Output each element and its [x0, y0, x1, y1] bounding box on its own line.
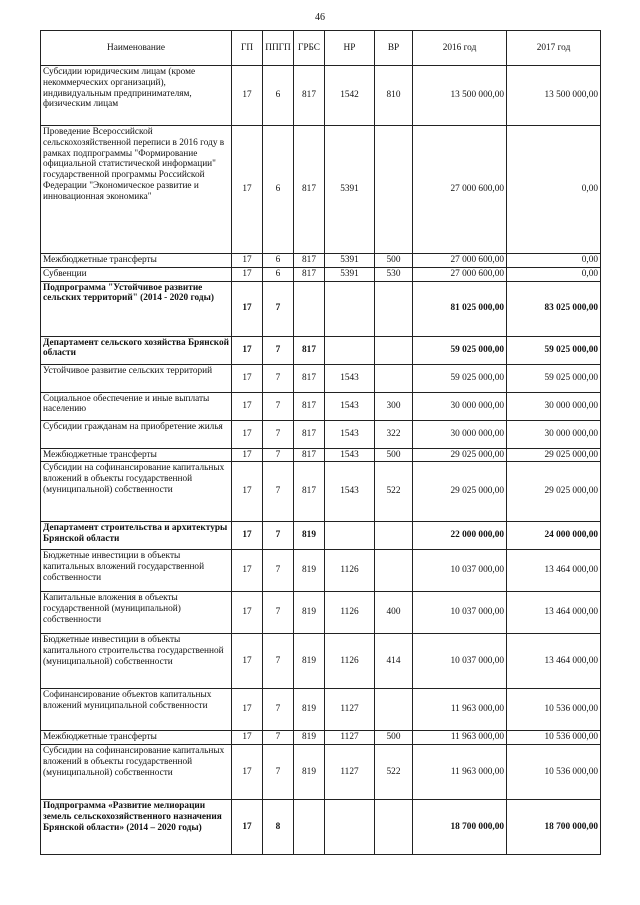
header-nr: НР — [325, 31, 375, 66]
cell-2017: 24 000 000,00 — [507, 522, 601, 550]
cell-name: Социальное обеспечение и иные выплаты населению — [41, 392, 232, 420]
cell-grbs: 817 — [294, 267, 325, 281]
cell-2017: 13 464 000,00 — [507, 634, 601, 689]
cell-nr — [325, 800, 375, 855]
header-ppgp: ППГП — [263, 31, 294, 66]
cell-grbs: 819 — [294, 522, 325, 550]
cell-2016: 29 025 000,00 — [413, 462, 507, 522]
cell-ppgp: 6 — [263, 126, 294, 254]
cell-gp: 17 — [232, 689, 263, 731]
cell-grbs: 817 — [294, 364, 325, 392]
cell-grbs: 817 — [294, 254, 325, 268]
cell-gp: 17 — [232, 462, 263, 522]
cell-name: Устойчивое развитие сельских территорий — [41, 364, 232, 392]
cell-grbs: 819 — [294, 634, 325, 689]
table-row — [41, 364, 601, 392]
cell-gp: 17 — [232, 392, 263, 420]
cell-vr: 500 — [375, 448, 413, 462]
cell-vr: 400 — [375, 592, 413, 634]
cell-grbs: 817 — [294, 448, 325, 462]
cell-name: Проведение Всероссийской сельскохозяйственной переписи в 2016 году в рамках подпрограммы "Формирование официальной статистической информации" государственной программы Российской Федерации "Экономическое развитие и инновационная экономика" — [41, 126, 232, 254]
table-row — [41, 634, 601, 689]
cell-ppgp: 7 — [263, 550, 294, 592]
cell-gp: 17 — [232, 731, 263, 745]
cell-nr — [325, 281, 375, 336]
cell-vr: 300 — [375, 392, 413, 420]
cell-name: Субсидии на софинансирование капитальных вложений в объекты государственной (муниципальной) собственности — [41, 462, 232, 522]
cell-2017: 13 464 000,00 — [507, 592, 601, 634]
cell-nr: 1543 — [325, 462, 375, 522]
cell-2016: 81 025 000,00 — [413, 281, 507, 336]
cell-vr: 522 — [375, 745, 413, 800]
cell-name: Межбюджетные трансферты — [41, 254, 232, 268]
cell-grbs: 819 — [294, 550, 325, 592]
cell-ppgp: 7 — [263, 336, 294, 364]
header-gp: ГП — [232, 31, 263, 66]
table-row — [41, 254, 601, 268]
cell-name: Капитальные вложения в объекты государственной (муниципальной) собственности — [41, 592, 232, 634]
cell-name: Субсидии на софинансирование капитальных вложений в объекты государственной (муниципальной) собственности — [41, 745, 232, 800]
cell-vr — [375, 689, 413, 731]
cell-2017: 10 536 000,00 — [507, 689, 601, 731]
cell-grbs: 817 — [294, 392, 325, 420]
cell-gp: 17 — [232, 522, 263, 550]
cell-grbs — [294, 281, 325, 336]
header-name: Наименование — [41, 31, 232, 66]
cell-name: Межбюджетные трансферты — [41, 448, 232, 462]
cell-2017: 59 025 000,00 — [507, 364, 601, 392]
table-row — [41, 267, 601, 281]
cell-vr — [375, 336, 413, 364]
cell-2016: 10 037 000,00 — [413, 550, 507, 592]
cell-name: Подпрограмма «Развитие мелиорации земель сельскохозяйственного назначения Брянской области» (2014 – 2020 годы) — [41, 800, 232, 855]
cell-ppgp: 7 — [263, 420, 294, 448]
cell-2016: 11 963 000,00 — [413, 689, 507, 731]
cell-name: Бюджетные инвестиции в объекты капитального строительства государственной (муниципальной) собственности — [41, 634, 232, 689]
cell-grbs: 817 — [294, 462, 325, 522]
header-vr: ВР — [375, 31, 413, 66]
cell-2016: 18 700 000,00 — [413, 800, 507, 855]
cell-2016: 59 025 000,00 — [413, 364, 507, 392]
cell-gp: 17 — [232, 634, 263, 689]
cell-nr — [325, 336, 375, 364]
cell-2017: 10 536 000,00 — [507, 745, 601, 800]
cell-2016: 27 000 600,00 — [413, 267, 507, 281]
cell-ppgp: 7 — [263, 392, 294, 420]
cell-grbs: 817 — [294, 420, 325, 448]
cell-nr: 1127 — [325, 731, 375, 745]
cell-2016: 59 025 000,00 — [413, 336, 507, 364]
table-row — [41, 392, 601, 420]
cell-grbs: 817 — [294, 336, 325, 364]
cell-gp: 17 — [232, 364, 263, 392]
cell-vr: 530 — [375, 267, 413, 281]
cell-gp: 17 — [232, 126, 263, 254]
cell-ppgp: 7 — [263, 448, 294, 462]
cell-gp: 17 — [232, 550, 263, 592]
cell-2017: 10 536 000,00 — [507, 731, 601, 745]
cell-2017: 59 025 000,00 — [507, 336, 601, 364]
cell-name: Департамент строительства и архитектуры Брянской области — [41, 522, 232, 550]
cell-grbs: 817 — [294, 126, 325, 254]
cell-name: Субсидии юридическим лицам (кроме некоммерческих организаций), индивидуальным предпринимателям, физическим лицам — [41, 66, 232, 126]
cell-vr: 414 — [375, 634, 413, 689]
cell-nr: 1127 — [325, 689, 375, 731]
cell-nr: 1543 — [325, 448, 375, 462]
table-row — [41, 126, 601, 254]
cell-gp: 17 — [232, 745, 263, 800]
cell-2017: 30 000 000,00 — [507, 392, 601, 420]
table-row — [41, 281, 601, 336]
cell-2017: 29 025 000,00 — [507, 462, 601, 522]
table-row — [41, 800, 601, 855]
budget-table — [40, 30, 601, 855]
cell-2016: 13 500 000,00 — [413, 66, 507, 126]
cell-ppgp: 7 — [263, 522, 294, 550]
cell-gp: 17 — [232, 448, 263, 462]
cell-ppgp: 7 — [263, 281, 294, 336]
cell-ppgp: 7 — [263, 364, 294, 392]
cell-2017: 13 500 000,00 — [507, 66, 601, 126]
cell-gp: 17 — [232, 281, 263, 336]
cell-vr: 500 — [375, 254, 413, 268]
cell-2016: 27 000 600,00 — [413, 126, 507, 254]
cell-ppgp: 7 — [263, 634, 294, 689]
table-row — [41, 745, 601, 800]
cell-nr: 1126 — [325, 592, 375, 634]
cell-name: Департамент сельского хозяйства Брянской области — [41, 336, 232, 364]
cell-nr: 1543 — [325, 364, 375, 392]
table-row — [41, 420, 601, 448]
table-row — [41, 731, 601, 745]
cell-vr: 322 — [375, 420, 413, 448]
header-grbs: ГРБС — [294, 31, 325, 66]
cell-2017: 0,00 — [507, 267, 601, 281]
cell-ppgp: 8 — [263, 800, 294, 855]
table-body — [41, 66, 601, 855]
cell-gp: 17 — [232, 336, 263, 364]
cell-vr: 522 — [375, 462, 413, 522]
cell-nr: 1543 — [325, 420, 375, 448]
cell-2017: 0,00 — [507, 126, 601, 254]
cell-nr: 1126 — [325, 550, 375, 592]
cell-name: Субвенции — [41, 267, 232, 281]
table-header-row — [41, 31, 601, 66]
cell-gp: 17 — [232, 254, 263, 268]
table-row — [41, 522, 601, 550]
cell-vr — [375, 126, 413, 254]
cell-grbs — [294, 800, 325, 855]
cell-nr — [325, 522, 375, 550]
cell-ppgp: 7 — [263, 689, 294, 731]
table-row — [41, 66, 601, 126]
cell-nr: 5391 — [325, 267, 375, 281]
cell-gp: 17 — [232, 800, 263, 855]
cell-name: Субсидии гражданам на приобретение жилья — [41, 420, 232, 448]
cell-2016: 30 000 000,00 — [413, 392, 507, 420]
cell-ppgp: 6 — [263, 254, 294, 268]
cell-vr — [375, 281, 413, 336]
cell-gp: 17 — [232, 267, 263, 281]
table-row — [41, 448, 601, 462]
cell-gp: 17 — [232, 66, 263, 126]
cell-2017: 18 700 000,00 — [507, 800, 601, 855]
table-row — [41, 592, 601, 634]
cell-vr — [375, 550, 413, 592]
cell-2016: 11 963 000,00 — [413, 731, 507, 745]
cell-grbs: 819 — [294, 689, 325, 731]
cell-gp: 17 — [232, 420, 263, 448]
cell-name: Межбюджетные трансферты — [41, 731, 232, 745]
cell-2016: 10 037 000,00 — [413, 592, 507, 634]
table-row — [41, 462, 601, 522]
cell-vr — [375, 522, 413, 550]
cell-2017: 30 000 000,00 — [507, 420, 601, 448]
cell-2016: 29 025 000,00 — [413, 448, 507, 462]
cell-ppgp: 7 — [263, 592, 294, 634]
cell-nr: 1127 — [325, 745, 375, 800]
cell-2016: 30 000 000,00 — [413, 420, 507, 448]
cell-ppgp: 7 — [263, 462, 294, 522]
table-row — [41, 550, 601, 592]
table-row — [41, 689, 601, 731]
page-number: 46 — [315, 12, 325, 23]
cell-nr: 1542 — [325, 66, 375, 126]
cell-gp: 17 — [232, 592, 263, 634]
cell-nr: 5391 — [325, 126, 375, 254]
cell-ppgp: 6 — [263, 66, 294, 126]
table-row — [41, 336, 601, 364]
cell-vr — [375, 800, 413, 855]
cell-vr: 810 — [375, 66, 413, 126]
cell-grbs: 819 — [294, 592, 325, 634]
header-2016: 2016 год — [413, 31, 507, 66]
cell-2016: 27 000 600,00 — [413, 254, 507, 268]
cell-2016: 10 037 000,00 — [413, 634, 507, 689]
cell-grbs: 819 — [294, 731, 325, 745]
header-2017: 2017 год — [507, 31, 601, 66]
cell-vr: 500 — [375, 731, 413, 745]
cell-2017: 0,00 — [507, 254, 601, 268]
cell-name: Бюджетные инвестиции в объекты капитальных вложений государственной собственности — [41, 550, 232, 592]
cell-ppgp: 6 — [263, 267, 294, 281]
cell-vr — [375, 364, 413, 392]
cell-nr: 1126 — [325, 634, 375, 689]
cell-name: Подпрограмма "Устойчивое развитие сельских территорий" (2014 - 2020 годы) — [41, 281, 232, 336]
cell-grbs: 819 — [294, 745, 325, 800]
cell-2017: 13 464 000,00 — [507, 550, 601, 592]
cell-2016: 22 000 000,00 — [413, 522, 507, 550]
cell-nr: 5391 — [325, 254, 375, 268]
cell-ppgp: 7 — [263, 731, 294, 745]
cell-2017: 83 025 000,00 — [507, 281, 601, 336]
cell-ppgp: 7 — [263, 745, 294, 800]
cell-2016: 11 963 000,00 — [413, 745, 507, 800]
cell-2017: 29 025 000,00 — [507, 448, 601, 462]
cell-name: Софинансирование объектов капитальных вложений муниципальной собственности — [41, 689, 232, 731]
cell-grbs: 817 — [294, 66, 325, 126]
cell-nr: 1543 — [325, 392, 375, 420]
